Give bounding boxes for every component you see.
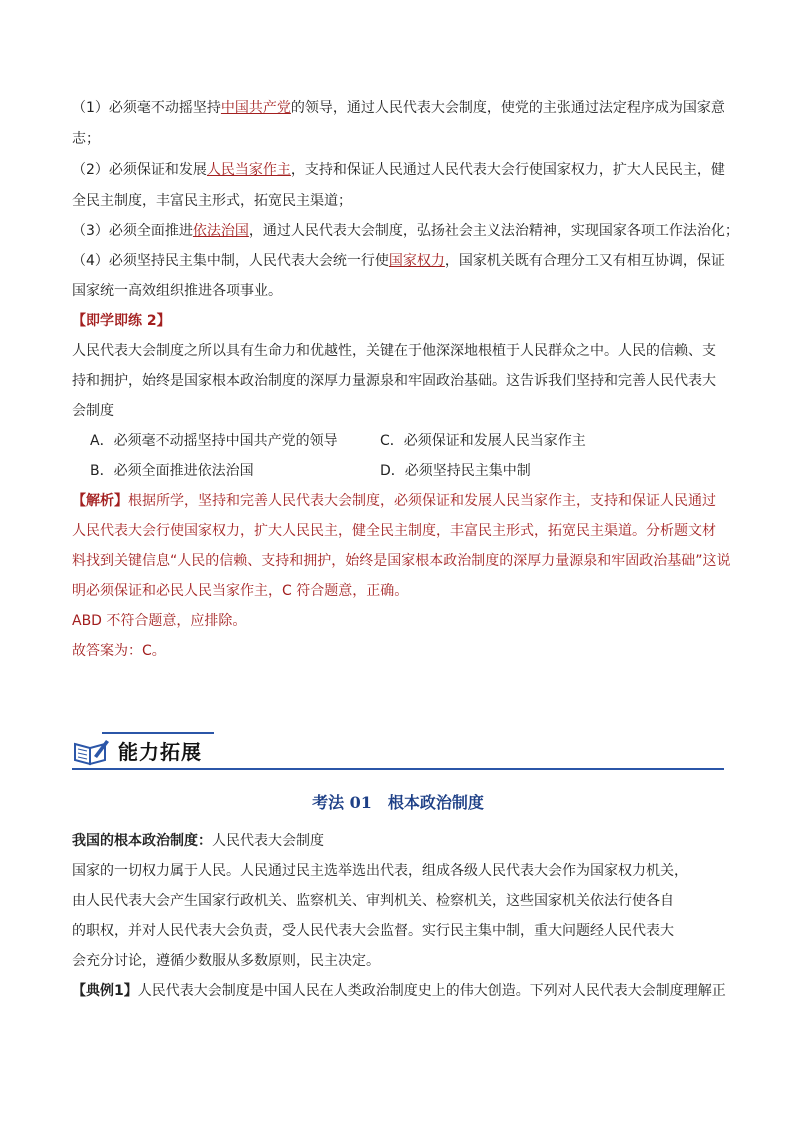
body-line-4: 会充分讨论，遵循少数服从多数原则，民主决定。	[72, 953, 380, 969]
method-body	[72, 826, 724, 1006]
link-communist-party[interactable]: 中国共产党	[220, 100, 291, 116]
analysis-line-5: ABD 不符合题意，应排除。	[72, 613, 247, 629]
example-tag: 【典例1】	[72, 983, 138, 999]
body-line-3: 的职权，并对人民代表大会负责，受人民代表大会监督。实行民主集中制，重大问题经人民代表大	[72, 923, 674, 939]
definition-line: 我国的根本政治制度：人民代表大会制度	[72, 833, 324, 849]
exercise-question-line-1: 人民代表大会制度之所以具有生命力和优越性，关键在于他深深地根植于人民群众之中。人民的信赖、支	[72, 343, 716, 359]
point-3-line: （3）必须全面推进依法治国，通过人民代表大会制度，弘扬社会主义法治精神，实现国家各项工作法治化；	[72, 223, 739, 239]
analysis-line-4: 明必须保证和必民人民当家作主，C 符合题意，正确。	[72, 583, 409, 599]
body-line-2: 由人民代表大会产生国家行政机关、监察机关、审判机关、检察机关，这些国家机关依法行使各自	[72, 893, 674, 909]
point-4-line-2: 国家统一高效组织推进各项事业。	[72, 283, 282, 299]
definition-label: 我国的根本政治制度：	[72, 833, 212, 849]
section-top-line	[102, 732, 214, 734]
option-c[interactable]: C．必须保证和发展人民当家作主	[380, 433, 586, 449]
exercise-question-line-3: 会制度	[72, 403, 114, 419]
link-state-power[interactable]: 国家权力	[388, 253, 445, 269]
analysis-tag: 【解析】	[72, 493, 128, 509]
method-title: 考法 01 根本政治制度	[312, 793, 484, 812]
point-2-line-2: 全民主制度，丰富民主形式，拓宽民主渠道；	[72, 193, 352, 209]
analysis-line-1: 【解析】根据所学，坚持和完善人民代表大会制度，必须保证和发展人民当家作主，支持和保证人民通过	[72, 493, 716, 509]
option-b[interactable]: B．必须全面推进依法治国	[90, 463, 254, 479]
section-underline	[72, 768, 724, 770]
point-1-line-2: 志；	[72, 131, 100, 147]
option-d[interactable]: D．必须坚持民主集中制	[380, 463, 531, 479]
point-1-line-1: （1）必须毫不动摇坚持中国共产党的领导，通过人民代表大会制度，使党的主张通过法定程序成为国家意	[72, 100, 725, 116]
option-a[interactable]: A．必须毫不动摇坚持中国共产党的领导	[90, 433, 338, 449]
exercise-tag: 【即学即练 2】	[72, 313, 171, 329]
analysis-answer: 故答案为：C。	[72, 643, 166, 659]
content-block	[72, 92, 739, 666]
options-row-1	[72, 426, 724, 456]
body-line-1: 国家的一切权力属于人民。人民通过民主选举选出代表，组成各级人民代表大会作为国家权力机关，	[72, 863, 688, 879]
exercise-question-line-2: 持和拥护，始终是国家根本政治制度的深厚力量源泉和牢固政治基础。这告诉我们坚持和完善人民代表大	[72, 373, 716, 389]
section-title: 能力拓展	[118, 740, 202, 764]
point-4-line-1: （4）必须坚持民主集中制，人民代表大会统一行使国家权力，国家机关既有合理分工又有相互协调，保证	[72, 253, 725, 269]
section-header	[72, 728, 724, 770]
link-rule-of-law[interactable]: 依法治国	[192, 223, 249, 239]
example-line: 【典例1】人民代表大会制度是中国人民在人类政治制度史上的伟大创造。下列对人民代表大会制度理解正	[72, 983, 726, 999]
analysis-line-3: 料找到关键信息“人民的信赖、支持和拥护，始终是国家根本政治制度的深厚力量源泉和牢固政治基础”这说	[72, 553, 731, 569]
options-row-2	[72, 456, 724, 486]
analysis-line-2: 人民代表大会行使国家权力，扩大人民民主，健全民主制度，丰富民主形式，拓宽民主渠道。分析题文材	[72, 523, 716, 539]
point-2-line-1: （2）必须保证和发展人民当家作主，支持和保证人民通过人民代表大会行使国家权力，扩大人民民主，健	[72, 162, 725, 178]
link-people-masters[interactable]: 人民当家作主	[206, 162, 291, 178]
book-pen-icon	[72, 736, 110, 766]
